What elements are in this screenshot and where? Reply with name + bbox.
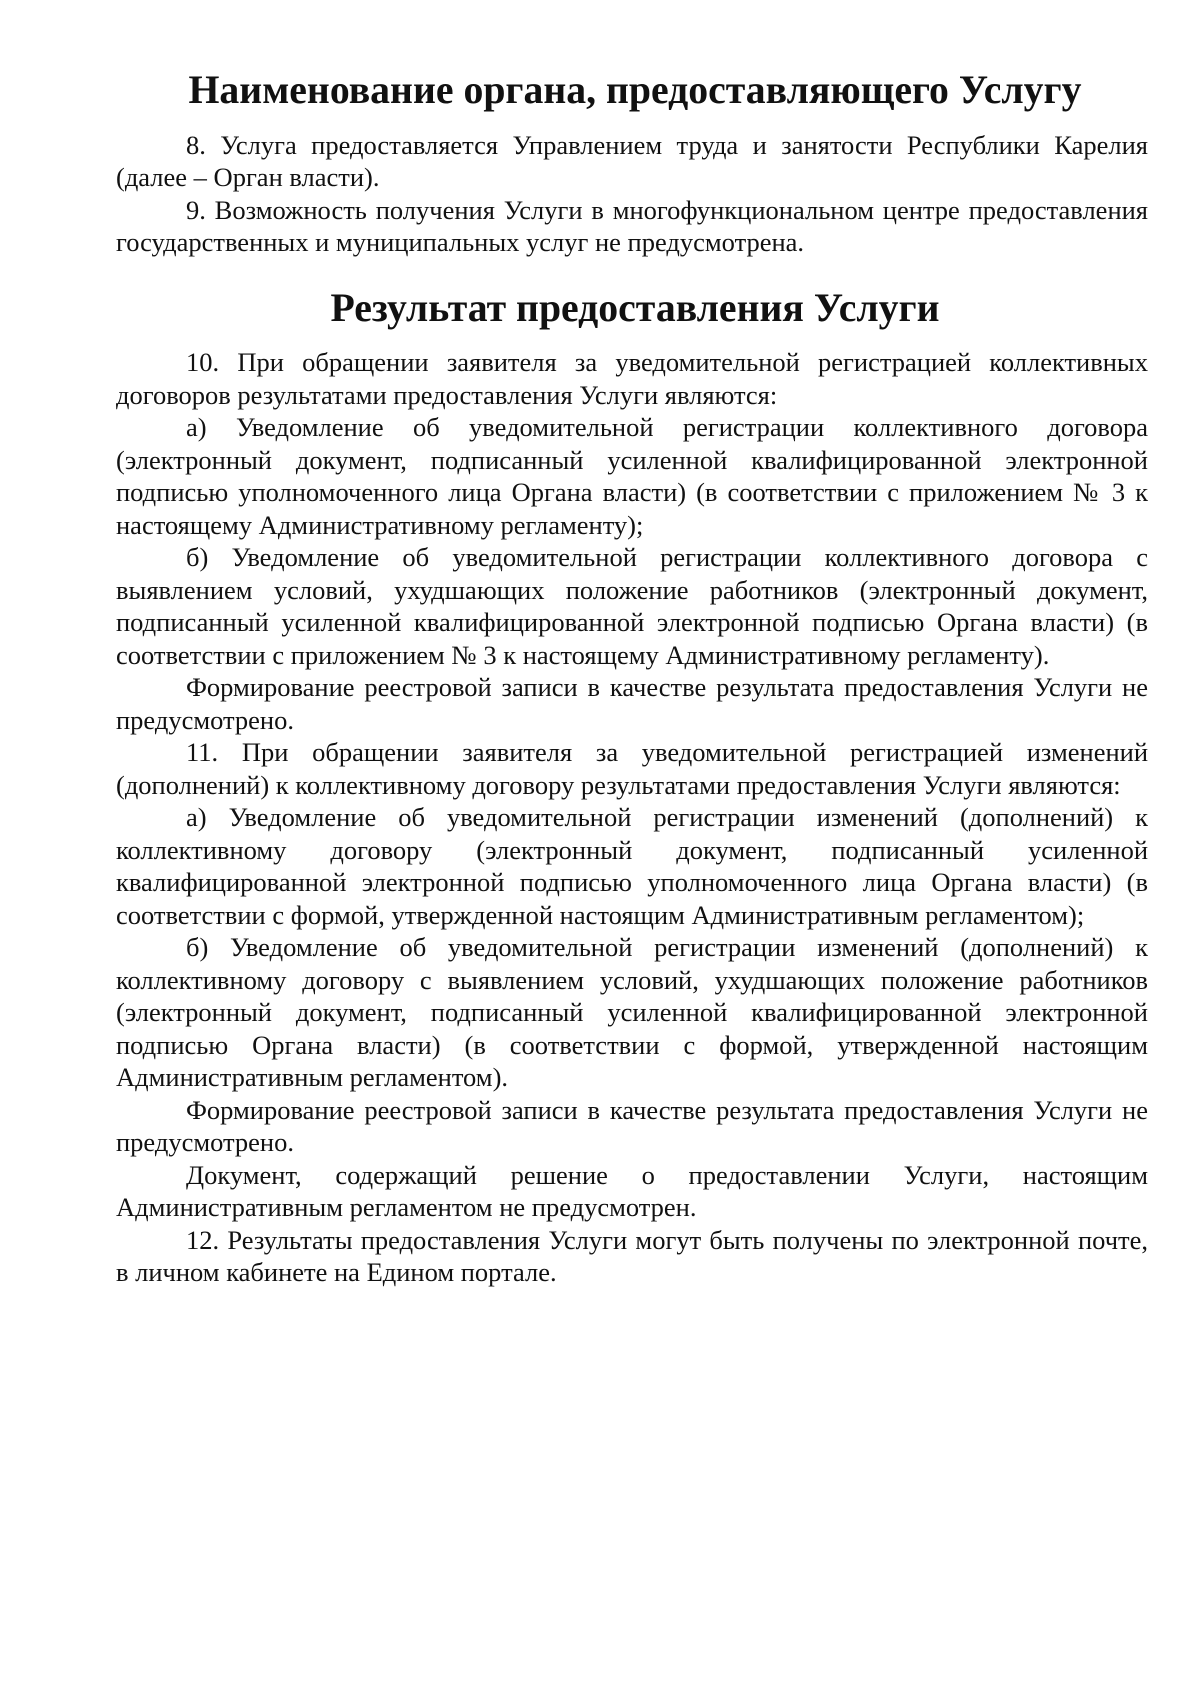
paragraph-11: 11. При обращении заявителя за уведомительной регистрацией изменений (дополнений) к коллективному договору результатами предоставления Услуги являются: [116,737,1148,800]
section-heading-result: Результат предоставления Услуги [330,285,940,330]
paragraph-9: 9. Возможность получения Услуги в многофункциональном центре предоставления государственных и муниципальных услуг не предусмотрена. [116,194,1148,257]
section-heading-authority: Наименование органа, предоставляющего Услугу [188,68,1082,112]
paragraph-11-a: а) Уведомление об уведомительной регистрации изменений (дополнений) к коллективному договору (электронный документ, подписанный усиленной квалифицированной электронной подписью уполномоченного лица Органа власти) (в соответствии с формой, утвержденной настоящим Административным регламентом); [116,802,1148,930]
paragraph-10-a: а) Уведомление об уведомительной регистрации коллективного договора (электронный документ, подписанный усиленной квалифицированной электронной подписью уполномоченного лица Органа власти) (в соответствии с приложением № 3 к настоящему Административному регламенту); [116,412,1148,540]
paragraph-10-registry-note: Формирование реестровой записи в качестве результата предоставления Услуги не предусмотрено. [116,672,1148,735]
paragraph-8: 8. Услуга предоставляется Управлением труда и занятости Республики Карелия (далее – Орган власти). [116,129,1148,192]
paragraph-12: 12. Результаты предоставления Услуги могут быть получены по электронной почте, в личном кабинете на Едином портале. [116,1224,1148,1287]
paragraph-11-b: б) Уведомление об уведомительной регистрации изменений (дополнений) к коллективному договору с выявлением условий, ухудшающих положение работников (электронный документ, подписанный усиленной квалифицированной электронной подписью Органа власти) (в соответствии с формой, утвержденной настоящим Административным регламентом). [116,932,1148,1092]
paragraph-11-registry-note: Формирование реестровой записи в качестве результата предоставления Услуги не предусмотрено. [116,1094,1148,1157]
paragraph-decision-document-note: Документ, содержащий решение о предоставлении Услуги, настоящим Административным регламентом не предусмотрен. [116,1159,1148,1222]
paragraph-10: 10. При обращении заявителя за уведомительной регистрацией коллективных договоров результатами предоставления Услуги являются: [116,347,1148,410]
paragraph-10-b: б) Уведомление об уведомительной регистрации коллективного договора с выявлением условий, ухудшающих положение работников (электронный документ, подписанный усиленной квалифицированной электронной подписью Органа власти) (в соответствии с приложением № 3 к настоящему Административному регламенту). [116,542,1148,670]
